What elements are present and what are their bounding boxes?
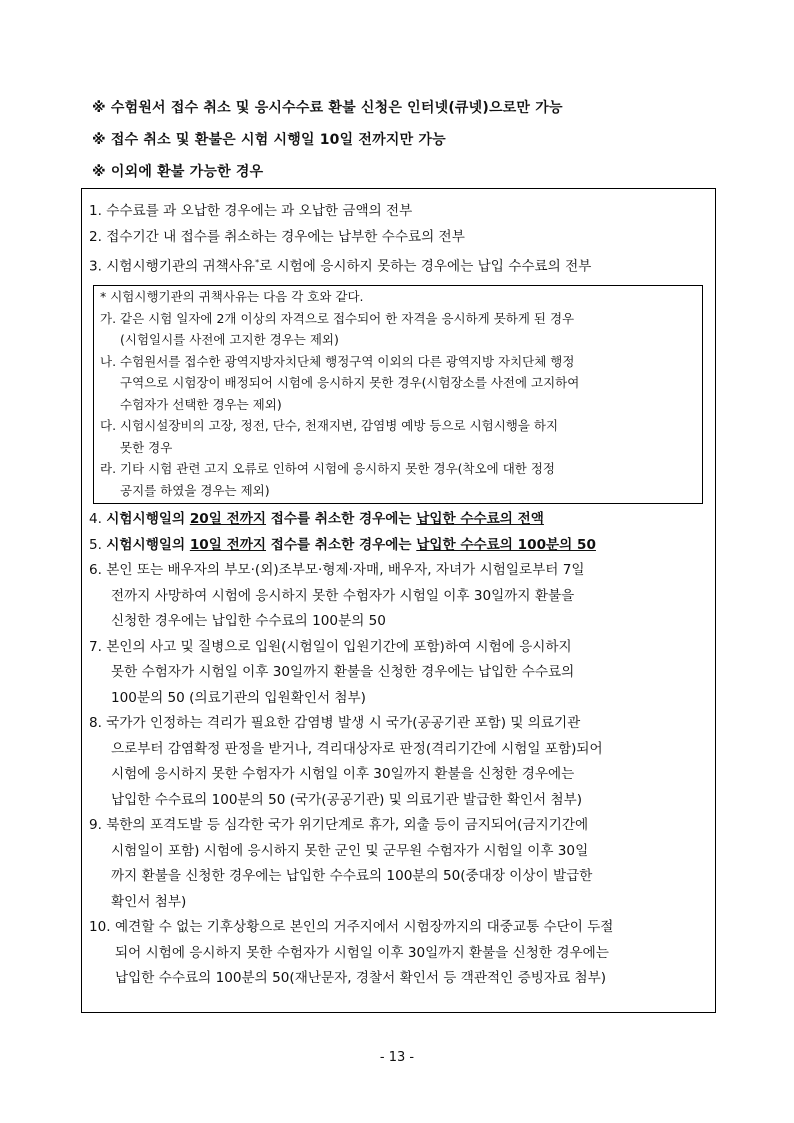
notice-list <box>92 92 732 188</box>
footnote-box <box>93 285 703 504</box>
list-item-cont: 확인서 첨부) <box>111 893 187 910</box>
item-emphasis: 20일 전까지 <box>189 511 267 528</box>
list-item-cont: 신청한 경우에는 납입한 수수료의 100분의 50 <box>111 613 386 630</box>
footnote-item: 다. 시험시설장비의 고장, 정전, 단수, 천재지변, 감염병 예방 등으로 시험시행을 하지 <box>100 418 559 434</box>
footnote-item-cont: 못한 경우 <box>120 439 173 455</box>
list-item-cont: 납입한 수수료의 100분의 50 (국가(공공기관) 및 의료기관 발급한 확인서 첨부) <box>111 791 583 808</box>
list-item-cont: 시험에 응시하지 못한 수험자가 시험일 이후 30일까지 환불을 신청한 경우에는 <box>111 766 575 783</box>
item-emphasis: 납입한 수수료의 전액 <box>416 511 544 528</box>
list-item-10-days <box>89 533 707 559</box>
item-number: 5. <box>89 536 107 553</box>
footnote-item-cont: 구역으로 시험장이 배정되어 시험에 응시하지 못한 경우(시험장소를 사전에 고지하여 <box>120 375 580 391</box>
list-item: 10. 예견할 수 없는 기후상황으로 본인의 거주지에서 시험장까지의 대중교통 수단이 두절 <box>89 919 614 936</box>
list-item-cont: 되어 시험에 응시하지 못한 수험자가 시험일 이후 30일까지 환불을 신청한 경우에는 <box>115 944 609 961</box>
footnote-item: 나. 수험원서를 접수한 광역지방자치단체 행정구역 이외의 다른 광역지방 자치단체 행정 <box>100 353 575 369</box>
item-text: 시험시행일의 <box>106 511 190 528</box>
list-item-cont: 까지 환불을 신청한 경우에는 납입한 수수료의 100분의 50(중대장 이상이 발급한 <box>111 868 593 885</box>
list-item: 8. 국가가 인정하는 격리가 필요한 감염병 발생 시 국가(공공기관 포함) 및 의료기관 <box>89 715 581 732</box>
notice-online-only: ※ 수험원서 접수 취소 및 응시수수료 환불 신청은 인터넷(큐넷)으로만 가능 <box>92 100 563 116</box>
item-emphasis: 10일 전까지 <box>189 536 267 553</box>
list-item-cont: 100분의 50 (의료기관의 입원확인서 첨부) <box>111 689 366 706</box>
list-item: 6. 본인 또는 배우자의 부모·(외)조부모·형제·자매, 배우자, 자녀가 시험일로부터 7일 <box>89 562 585 579</box>
list-item-20-days <box>89 507 707 533</box>
refund-cases-box <box>81 188 716 1013</box>
list-item-cont: 으로부터 감염확정 판정을 받거나, 격리대상자로 판정(격리기간에 시험일 포함)되어 <box>111 740 603 757</box>
list-item: 1. 수수료를 과 오납한 경우에는 과 오납한 금액의 전부 <box>89 203 413 219</box>
list-item: 2. 접수기간 내 접수를 취소하는 경우에는 납부한 수수료의 전부 <box>89 228 465 245</box>
page-number: - 13 - <box>379 1050 415 1065</box>
footnote-title: * 시험시행기관의 귀책사유는 다음 각 호와 같다. <box>100 289 364 305</box>
list-item <box>89 250 707 280</box>
footnote-item-cont: (시험일시를 사전에 고지한 경우는 제외) <box>120 332 339 348</box>
footnote-item-cont: 수험자가 선택한 경우는 제외) <box>120 396 282 412</box>
item-text: 접수를 취소한 경우에는 <box>266 536 417 553</box>
item-emphasis: 납입한 수수료의 100분의 50 <box>416 536 596 553</box>
footnote-item: 가. 같은 시험 일자에 2개 이상의 자격으로 접수되어 한 자격을 응시하게 못하게 된 경우 <box>100 310 575 326</box>
footnote-mark: * <box>255 258 260 267</box>
footnote-item-cont: 공지를 하였을 경우는 제외) <box>120 482 270 498</box>
list-item-cont: 납입한 수수료의 100분의 50(재난문자, 경찰서 확인서 등 객관적인 증빙자료 첨부) <box>115 970 607 987</box>
list-item-cont: 전까지 사망하여 시험에 응시하지 못한 수험자가 시험일 이후 30일까지 환불을 <box>111 587 575 604</box>
list-item-text: 로 시험에 응시하지 못하는 경우에는 납입 수수료의 전부 <box>259 258 592 275</box>
list-item: 9. 북한의 포격도발 등 심각한 국가 위기단계로 휴가, 외출 등이 금지되어(금지기간에 <box>89 817 589 834</box>
item-text: 시험시행일의 <box>106 536 190 553</box>
list-item-cont: 시험일이 포함) 시험에 응시하지 못한 군인 및 군무원 수험자가 시험일 이후 30일 <box>111 842 589 859</box>
footnote-item: 라. 기타 시험 관련 고지 오류로 인하여 시험에 응시하지 못한 경우(착오에 대한 정정 <box>100 461 556 477</box>
list-item-cont: 못한 수험자가 시험일 이후 30일까지 환불을 신청한 경우에는 납입한 수수료의 <box>111 664 575 681</box>
notice-deadline: ※ 접수 취소 및 환불은 시험 시행일 10일 전까지만 가능 <box>92 132 446 148</box>
item-text: 접수를 취소한 경우에는 <box>266 511 417 528</box>
item-number: 4. <box>89 511 107 528</box>
list-item-text: 3. 시험시행기관의 귀책사유 <box>89 258 256 275</box>
list-item: 7. 본인의 사고 및 질병으로 입원(시험일이 입원기간에 포함)하여 시험에 응시하지 <box>89 638 572 655</box>
notice-other-cases: ※ 이외에 환불 가능한 경우 <box>92 164 264 180</box>
